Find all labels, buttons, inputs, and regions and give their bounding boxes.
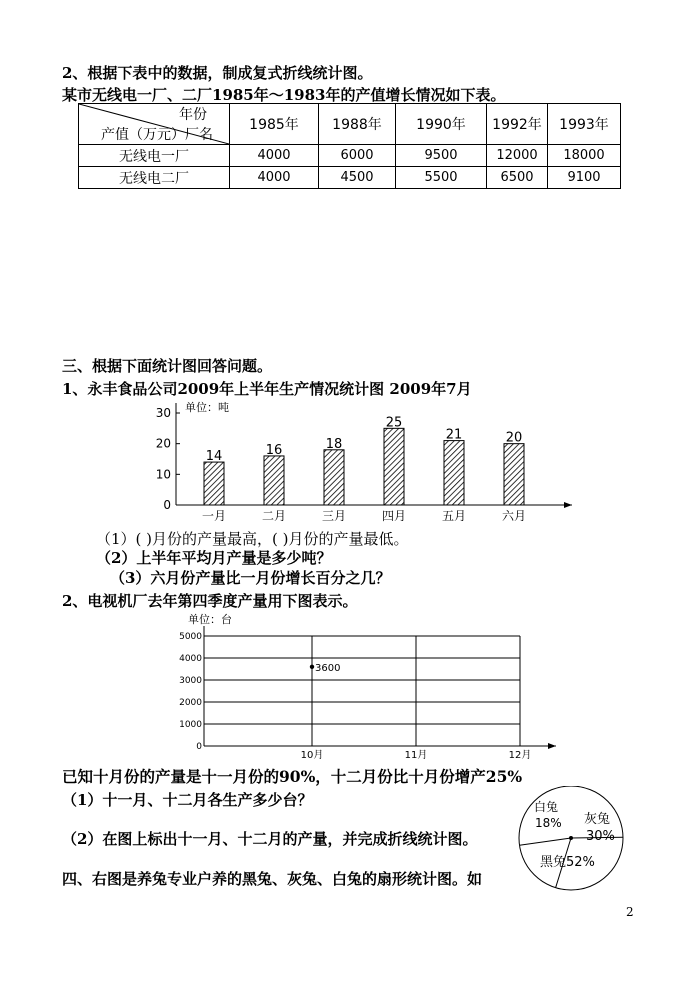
x-axis-arrow [548, 743, 556, 749]
q2-sub1: （1）十一月、十二月各生产多少台？ [62, 791, 313, 809]
table-cell: 4000 [230, 167, 319, 189]
table-cell: 4000 [230, 145, 319, 167]
production-table [78, 103, 621, 189]
x-tick-label: 一月 [201, 509, 227, 523]
x-tick-label: 二月 [261, 509, 287, 523]
q2-text: 已知十月份的产量是十一月份的90%，十二月份比十月份增产25% [62, 767, 523, 786]
grid [179, 626, 556, 761]
y-tick-label: 20 [155, 436, 171, 451]
bar-value-label: 14 [205, 449, 223, 465]
x-axis-arrow [564, 502, 572, 508]
x-tick-label: 六月 [501, 509, 527, 523]
section3-title: 三、根据下面统计图回答问题。 [62, 357, 273, 375]
y-tick-label: 0 [196, 742, 202, 752]
slice-label-black: 黑兔52% [540, 855, 595, 870]
table-diagonal-header [79, 104, 230, 145]
y-tick-label: 4000 [179, 654, 202, 664]
bar-value-label: 21 [445, 427, 463, 443]
slice-label-white-pct: 18% [535, 816, 562, 830]
data-point-label: 3600 [315, 662, 341, 674]
x-tick-label: 五月 [441, 509, 467, 523]
x-tick-label: 12月 [508, 750, 532, 761]
bar-value-label: 25 [385, 415, 403, 431]
header-factory-label: 产值（万元）厂名 [101, 127, 213, 143]
slice-label-white-name: 白兔 [534, 800, 559, 814]
bar-value-label: 20 [505, 430, 523, 446]
x-tick-label: 四月 [381, 509, 407, 523]
y-tick-label: 0 [163, 498, 171, 512]
y-tick-label: 5000 [179, 632, 202, 642]
table-cell: 4500 [319, 167, 396, 189]
q2-sub2: （2）在图上标出十一月、十二月的产量，并完成折线统计图。 [62, 830, 478, 848]
factory-name: 无线电二厂 [79, 167, 230, 189]
data-point [310, 665, 314, 669]
bar-chart [140, 398, 580, 526]
table-cell: 9100 [548, 167, 621, 189]
year-header: 1988年 [319, 104, 396, 145]
table-cell: 9500 [396, 145, 487, 167]
slice-label-grey-name: 灰兔 [584, 812, 611, 827]
factory-name: 无线电一厂 [79, 145, 230, 167]
bar-unit-label: 单位：吨 [185, 401, 229, 414]
bar [384, 428, 404, 505]
year-header: 1993年 [548, 104, 621, 145]
bar [504, 444, 524, 505]
y-tick-label: 3000 [179, 676, 202, 686]
table-cell: 6000 [319, 145, 396, 167]
line-unit-label: 单位：台 [188, 613, 232, 626]
bar [324, 450, 344, 505]
bar-series [202, 415, 526, 523]
q1-sub2: （2）上半年平均月产量是多少吨？ [96, 549, 332, 567]
x-tick-label: 11月 [404, 750, 428, 761]
bar [444, 441, 464, 505]
q2-title: 2、电视机厂去年第四季度产量用下图表示。 [62, 592, 358, 610]
slice-label-grey-pct: 30% [586, 829, 615, 844]
table-cell: 6500 [487, 167, 548, 189]
section2-subtitle: 某市无线电一厂、二厂1985年～1983年的产值增长情况如下表。 [62, 86, 506, 104]
year-header: 1990年 [396, 104, 487, 145]
section4-title: 四、右图是养兔专业户养的黑兔、灰兔、白兔的扇形统计图。如 [62, 870, 483, 888]
table-cell: 5500 [396, 167, 487, 189]
pie-chart [514, 786, 634, 894]
pie-slices [519, 786, 623, 890]
bar [264, 456, 284, 505]
bar-value-label: 18 [325, 436, 343, 452]
q1-sub1: （1）( )月份的产量最高，( )月份的产量最低。 [96, 530, 409, 548]
y-tick-label: 30 [155, 406, 171, 420]
q1-sub3: （3）六月份产量比一月份增长百分之几？ [110, 569, 391, 587]
x-tick-label: 10月 [300, 750, 324, 761]
line-chart [160, 610, 560, 762]
year-header: 1985年 [230, 104, 319, 145]
pie-center [569, 836, 573, 840]
table-cell: 18000 [548, 145, 621, 167]
x-tick-label: 三月 [321, 509, 347, 523]
y-tick-label: 2000 [179, 698, 202, 708]
page-number: 2 [626, 905, 634, 919]
line-series [310, 663, 341, 674]
q1-title: 1、永丰食品公司2009年上半年生产情况统计图 2009年7月 [62, 380, 472, 398]
table-cell: 12000 [487, 145, 548, 167]
bar-value-label: 16 [265, 442, 283, 458]
table-row [79, 167, 621, 189]
bar [204, 462, 224, 505]
y-tick-label: 10 [155, 467, 171, 482]
year-header: 1992年 [487, 104, 548, 145]
y-tick-label: 1000 [179, 720, 202, 730]
table-row [79, 145, 621, 167]
header-year-label: 年份 [179, 107, 207, 123]
section2-title: 2、根据下表中的数据，制成复式折线统计图。 [62, 64, 373, 82]
